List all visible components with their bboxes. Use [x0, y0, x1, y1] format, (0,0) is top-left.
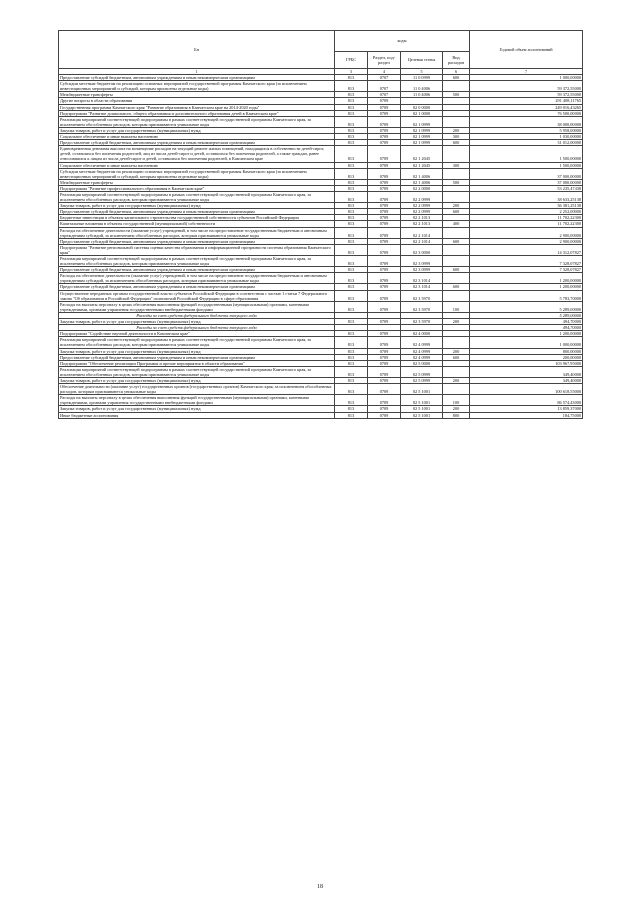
cell-name: Реализация мероприятий соответствующей подпрограммы в рамках соответствующей государственной программы Камчатского края, за исключением обособленных расходов, которым присваиваются уникальные коды	[59, 366, 335, 377]
cell-razdel: 0709	[368, 273, 401, 284]
cell-vr	[443, 256, 470, 267]
cell-vr	[443, 146, 470, 162]
cell-razdel: 0707	[368, 92, 401, 98]
cell-amount: 37 000,00000	[470, 168, 583, 179]
cell-grbs: 813	[335, 412, 368, 418]
header-index: 6	[443, 69, 470, 75]
cell-csr: 11 0 4006	[401, 92, 443, 98]
cell-amount: 291 408,11765	[470, 98, 583, 104]
cell-razdel: 0709	[368, 290, 401, 301]
cell-grbs: 813	[335, 244, 368, 255]
table-row	[59, 273, 583, 284]
cell-grbs: 813	[335, 203, 368, 209]
cell-razdel: 0709	[368, 215, 401, 221]
cell-vr: 400	[443, 221, 470, 227]
cell-amount: 5 958,00000	[470, 127, 583, 133]
cell-amount: 5 289,00000	[470, 301, 583, 312]
cell-grbs: 813	[335, 273, 368, 284]
cell-amount: 11 702,22300	[470, 221, 583, 227]
cell-name: Реализация мероприятий соответствующей подпрограммы в рамках соответствующей государственной программы Камчатского края, за исключением обособленных расходов, которым присваиваются уникальные коды	[59, 191, 335, 202]
cell-csr: 02 1 0999	[401, 116, 443, 127]
cell-csr: 02 5 1001	[401, 412, 443, 418]
cell-amount: 36 381,25138	[470, 203, 583, 209]
cell-name: Расходы на выплаты персоналу в целях обеспечения выполнения функций государственными (муниципальными) органами, казенными учреждениями, органами управления государственными внебюджетными фондами	[59, 301, 335, 312]
cell-amount: 37 000,00000	[470, 179, 583, 185]
cell-name: Закупка товаров, работ и услуг для государственных (муниципальных) нужд	[59, 377, 335, 383]
cell-razdel: 0709	[368, 331, 401, 337]
cell-amount: 494,70000	[470, 319, 583, 325]
cell-amount: 76 500,00000	[470, 110, 583, 116]
cell-grbs: 813	[335, 75, 368, 81]
cell-csr: 02 2 1013	[401, 221, 443, 227]
cell-grbs: 813	[335, 384, 368, 395]
cell-name: Реализация мероприятий соответствующей подпрограммы в рамках соответствующей государственной программы Камчатского края, за исключением обособленных расходов, которым присваиваются уникальные коды	[59, 337, 335, 348]
cell-csr: 02 2 0999	[401, 191, 443, 202]
cell-vr	[443, 244, 470, 255]
cell-razdel: 0709	[368, 366, 401, 377]
cell-vr: 100	[443, 301, 470, 312]
cell-csr: 02 3 5970	[401, 290, 443, 301]
header-index: 4	[368, 69, 401, 75]
cell-name: Реализация мероприятий соответствующей подпрограммы в рамках соответствующей государственной программы Камчатского края, за исключением обособленных расходов, которым присваиваются уникальные коды	[59, 256, 335, 267]
cell-amount: 184,75000	[470, 412, 583, 418]
budget-page	[58, 30, 582, 419]
cell-name: Предоставление субсидий бюджетным, автономным учреждениям и иным некоммерческим организациям	[59, 267, 335, 273]
table-row	[59, 301, 583, 312]
cell-amount: 249 016,43265	[470, 104, 583, 110]
cell-vr: 500	[443, 92, 470, 98]
cell-csr: 02 2 0000	[401, 185, 443, 191]
cell-vr: 600	[443, 140, 470, 146]
cell-name: Предоставление субсидий бюджетным, автономным учреждениям и иным некоммерческим организациям	[59, 238, 335, 244]
cell-razdel: 0709	[368, 284, 401, 290]
cell-vr	[443, 191, 470, 202]
cell-csr: 02 1 0999	[401, 140, 443, 146]
cell-name: Субсидии местным бюджетам на реализацию основных мероприятий государственной программы Камчатского края (за исключением инвестиционных мероприятий и субсидий, которым присвоены отдельные коды)	[59, 81, 335, 92]
cell-razdel: 0709	[368, 116, 401, 127]
cell-razdel: 0709	[368, 244, 401, 255]
cell-csr: 02 2 1014	[401, 227, 443, 238]
cell-csr: 02 3 5970	[401, 301, 443, 312]
cell-csr: 02 5 0000	[401, 360, 443, 366]
cell-amount: 1 500,00000	[470, 146, 583, 162]
table-row	[59, 146, 583, 162]
cell-amount: 7 328,07827	[470, 267, 583, 273]
cell-name: Социальное обеспечение и иные выплаты населению	[59, 134, 335, 140]
cell-grbs: 813	[335, 267, 368, 273]
cell-razdel: 0709	[368, 221, 401, 227]
cell-grbs: 813	[335, 98, 368, 104]
cell-name: Реализация мероприятий соответствующей подпрограммы в рамках соответствующей государственной программы Камчатского края, за исключением обособленных расходов, которым присваиваются уникальные коды	[59, 116, 335, 127]
cell-razdel: 0709	[368, 360, 401, 366]
cell-razdel: 0709	[368, 412, 401, 418]
cell-amount: 38 000,00000	[470, 116, 583, 127]
cell-name: Субсидии местным бюджетам на реализацию основных мероприятий государственной программы Камчатского края (за исключением инвестиционных мероприятий и субсидий, которым присвоены отдельные коды)	[59, 168, 335, 179]
cell-razdel: 0709	[368, 110, 401, 116]
cell-csr: 02 5 1001	[401, 395, 443, 406]
cell-razdel: 0709	[368, 337, 401, 348]
cell-csr: 02 1 4006	[401, 168, 443, 179]
cell-name: Закупка товаров, работ и услуг для государственных (муниципальных) нужд	[59, 319, 335, 325]
cell-amount: 103 967,95000	[470, 360, 583, 366]
cell-amount: 2 900,00000	[470, 238, 583, 244]
table-row	[59, 256, 583, 267]
header-index: 7	[470, 69, 583, 75]
cell-amount: 800,00000	[470, 348, 583, 354]
cell-razdel: 0709	[368, 354, 401, 360]
cell-csr: 02 2 0999	[401, 209, 443, 215]
cell-amount: 5 289,00000	[470, 312, 583, 318]
cell-grbs: 813	[335, 116, 368, 127]
cell-razdel: 0709	[368, 395, 401, 406]
cell-grbs: 813	[335, 319, 368, 325]
cell-razdel: 0709	[368, 146, 401, 162]
cell-csr: 02 4 0999	[401, 348, 443, 354]
cell-grbs: 813	[335, 221, 368, 227]
cell-razdel: 0709	[368, 301, 401, 312]
cell-name: Бюджетные инвестиции в объекты капитального строительства государственной собственности субъектов Российской Федерации	[59, 215, 335, 221]
cell-razdel: 0709	[368, 348, 401, 354]
cell-amount: 14 312,07827	[470, 244, 583, 255]
cell-amount: 1 200,00000	[470, 284, 583, 290]
cell-vr	[443, 168, 470, 179]
cell-razdel: 0709	[368, 140, 401, 146]
cell-csr: 02 2 1013	[401, 215, 443, 221]
cell-amount: 1 000,00000	[470, 75, 583, 81]
cell-csr: 02 1 0000	[401, 110, 443, 116]
cell-amount: 11 702,22300	[470, 215, 583, 221]
cell-name: Расходы на обеспечение деятельности (оказание услуг) учреждений, в том числе на предоставление государственным бюджетным и автономным учреждениям субсидий, за исключением обособленных расходов, которым присваиваются уникальные коды	[59, 273, 335, 284]
cell-grbs: 813	[335, 395, 368, 406]
cell-grbs: 813	[335, 348, 368, 354]
cell-name: Подпрограмма "Содействие научной деятельности в Камчатском крае"	[59, 331, 335, 337]
cell-amount: 7 328,07827	[470, 256, 583, 267]
header-row-top	[59, 31, 583, 52]
cell-name: Расходы за счет средств федерального бюджета текущего года	[59, 325, 335, 331]
budget-table	[58, 30, 583, 419]
cell-amount: 1 500,00000	[470, 162, 583, 168]
cell-csr: 02 4 0000	[401, 331, 443, 337]
cell-vr	[443, 227, 470, 238]
cell-name: Закупка товаров, работ и услуг для государственных (муниципальных) нужд	[59, 203, 335, 209]
cell-razdel: 0709	[368, 98, 401, 104]
header-razdel: Раздел, под-раздел	[368, 52, 401, 69]
cell-csr: 02 3 0999	[401, 267, 443, 273]
cell-name: Капитальные вложения в объекты государственной (муниципальной) собственности	[59, 221, 335, 227]
cell-name: Подпрограмма "Развитие профессионального образования в Камчатском крае"	[59, 185, 335, 191]
cell-vr: 300	[443, 162, 470, 168]
table-row	[59, 191, 583, 202]
cell-grbs: 813	[335, 284, 368, 290]
cell-csr: 02 5 1001	[401, 406, 443, 412]
cell-vr: 200	[443, 319, 470, 325]
cell-name: Осуществление переданных органам государственной власти субъектов Российской Федерации в соответствии с частью 1 статьи 7 Федерального закона "Об образовании в Российской Федерации" полномочий Российской Федерации в сфере образования	[59, 290, 335, 301]
cell-vr: 200	[443, 348, 470, 354]
cell-csr: 02 1 2045	[401, 162, 443, 168]
table-row	[59, 81, 583, 92]
cell-vr: 300	[443, 134, 470, 140]
cell-name: Закупка товаров, работ и услуг для государственных (муниципальных) нужд	[59, 406, 335, 412]
cell-vr: 600	[443, 267, 470, 273]
page-number: 18	[317, 884, 323, 890]
cell-amount: 1 030,00000	[470, 134, 583, 140]
cell-razdel: 0709	[368, 238, 401, 244]
cell-razdel: 0709	[368, 203, 401, 209]
cell-grbs: 813	[335, 110, 368, 116]
cell-grbs: 813	[335, 81, 368, 92]
cell-vr	[443, 384, 470, 395]
cell-name: Межбюджетные трансферты	[59, 92, 335, 98]
cell-amount: 53 235,47438	[470, 185, 583, 191]
header-index: 3	[335, 69, 368, 75]
cell-razdel: 0709	[368, 319, 401, 325]
cell-vr: 200	[443, 406, 470, 412]
header-index: 1	[59, 69, 335, 75]
cell-razdel: 0709	[368, 168, 401, 179]
cell-csr: 02 3 0000	[401, 244, 443, 255]
cell-vr: 600	[443, 209, 470, 215]
cell-csr: 11 0 0999	[401, 75, 443, 81]
cell-amount: 200,00000	[470, 354, 583, 360]
cell-razdel: 0709	[368, 384, 401, 395]
table-row	[59, 116, 583, 127]
cell-name: Закупка товаров, работ и услуг для государственных (муниципальных) нужд	[59, 127, 335, 133]
cell-vr	[443, 290, 470, 301]
cell-vr	[443, 116, 470, 127]
cell-grbs: 813	[335, 140, 368, 146]
cell-vr: 200	[443, 127, 470, 133]
cell-razdel: 0707	[368, 75, 401, 81]
cell-vr: 100	[443, 395, 470, 406]
cell-grbs: 813	[335, 134, 368, 140]
cell-grbs: 813	[335, 185, 368, 191]
cell-amount: 349,40000	[470, 377, 583, 383]
table-row	[59, 227, 583, 238]
cell-grbs: 813	[335, 301, 368, 312]
header-amount: Годовой объем ассигнований	[470, 31, 583, 69]
cell-csr: 02 1 0999	[401, 134, 443, 140]
cell-csr: 02 5 0999	[401, 377, 443, 383]
header-grbs: ГРБС	[335, 52, 368, 69]
cell-grbs: 813	[335, 290, 368, 301]
cell-amount: 2 900,00000	[470, 227, 583, 238]
cell-grbs: 813	[335, 179, 368, 185]
cell-grbs: 813	[335, 406, 368, 412]
cell-csr: 02 1 4006	[401, 179, 443, 185]
cell-razdel: 0709	[368, 267, 401, 273]
cell-grbs: 813	[335, 209, 368, 215]
cell-name: Предоставление субсидий бюджетным, автономным учреждениям и иным некоммерческим организациям	[59, 354, 335, 360]
cell-vr: 600	[443, 75, 470, 81]
cell-razdel: 0709	[368, 162, 401, 168]
cell-razdel: 0709	[368, 256, 401, 267]
cell-csr: 02 3 1014	[401, 284, 443, 290]
cell-name: Подпрограмма "Развитие региональной системы оценки качества образования и информационной прозрачности системы образования Камчатского края"	[59, 244, 335, 255]
cell-name: Подпрограмма "Обеспечение реализации Программы и прочие мероприятия в области образования"	[59, 360, 335, 366]
cell-name: Предоставление субсидий бюджетным, автономным учреждениям и иным некоммерческим организациям	[59, 209, 335, 215]
cell-grbs: 813	[335, 366, 368, 377]
cell-razdel: 0709	[368, 134, 401, 140]
cell-name: Расходы за счет средств федерального бюджета текущего года	[59, 312, 335, 318]
cell-grbs: 813	[335, 127, 368, 133]
cell-amount: 100 618,55000	[470, 384, 583, 395]
cell-name: Предоставление субсидий бюджетным, автономным учреждениям и иным некоммерческим организациям	[59, 75, 335, 81]
cell-name: Межбюджетные трансферты	[59, 179, 335, 185]
cell-csr: 02 0 0000	[401, 104, 443, 110]
cell-razdel: 0709	[368, 191, 401, 202]
cell-csr: 02 3 0999	[401, 256, 443, 267]
table-row	[59, 337, 583, 348]
cell-vr: 200	[443, 377, 470, 383]
cell-amount: 5 783,70000	[470, 290, 583, 301]
cell-name: Закупка товаров, работ и услуг для государственных (муниципальных) нужд	[59, 348, 335, 354]
table-row	[59, 244, 583, 255]
cell-amount: 1 000,00000	[470, 337, 583, 348]
cell-grbs: 813	[335, 256, 368, 267]
header-index: 5	[401, 69, 443, 75]
cell-amount: 59 372,55000	[470, 92, 583, 98]
cell-grbs: 813	[335, 162, 368, 168]
cell-grbs: 813	[335, 360, 368, 366]
cell-name: Другие вопросы в области образования	[59, 98, 335, 104]
table-row	[59, 395, 583, 406]
cell-name: Социальное обеспечение и иные выплаты населению	[59, 162, 335, 168]
cell-csr: 02 2 1014	[401, 238, 443, 244]
cell-grbs: 813	[335, 104, 368, 110]
cell-name: Обеспечение деятельности (оказание услуг) государственных органов (государственных органов) Камчатского края, за исключением обособленных расходов, которым присваиваются уникальные коды	[59, 384, 335, 395]
header-codes: коды	[335, 31, 470, 52]
cell-grbs: 813	[335, 337, 368, 348]
cell-grbs: 813	[335, 146, 368, 162]
cell-amount: 1 200,00000	[470, 331, 583, 337]
cell-amount: 13 859,37000	[470, 406, 583, 412]
cell-amount: 31 012,00000	[470, 140, 583, 146]
cell-vr	[443, 81, 470, 92]
cell-csr: 02 4 0999	[401, 354, 443, 360]
cell-razdel: 0709	[368, 179, 401, 185]
cell-name: Государственная программа Камчатского края "Развитие образования в Камчатском крае на 2014-2020 годы"	[59, 104, 335, 110]
cell-razdel: 0709	[368, 406, 401, 412]
cell-grbs: 813	[335, 238, 368, 244]
cell-csr: 02 5 1001	[401, 384, 443, 395]
cell-razdel: 0709	[368, 377, 401, 383]
cell-grbs: 813	[335, 92, 368, 98]
cell-grbs: 813	[335, 227, 368, 238]
cell-csr: 02 3 5970	[401, 319, 443, 325]
cell-razdel: 0707	[368, 81, 401, 92]
cell-csr: 02 5 0999	[401, 366, 443, 377]
cell-vr: 600	[443, 238, 470, 244]
cell-razdel: 0709	[368, 127, 401, 133]
cell-csr: 11 0 4006	[401, 81, 443, 92]
cell-name: Расходы на выплаты персоналу в целях обеспечения выполнения функций государственными (муниципальными) органами, казенными учреждениями, органами управления государственными внебюджетными фондами	[59, 395, 335, 406]
cell-grbs: 813	[335, 191, 368, 202]
cell-vr	[443, 366, 470, 377]
cell-name: Подпрограмма "Развитие дошкольного, общего образования и дополнительного образования детей в Камчатском крае"	[59, 110, 335, 116]
cell-name: Расходы на обеспечение деятельности (оказание услуг) учреждений, в том числе на предоставление государственным бюджетным и автономным учреждениям субсидий, за исключением обособленных расходов, которым присваиваются уникальные коды	[59, 227, 335, 238]
header-name: Бн	[59, 31, 335, 69]
table-row	[59, 366, 583, 377]
cell-razdel: 0709	[368, 104, 401, 110]
cell-grbs: 813	[335, 354, 368, 360]
cell-amount: 2 252,00000	[470, 209, 583, 215]
table-row	[59, 290, 583, 301]
table-row	[59, 412, 583, 418]
cell-name: Единовременная денежная выплата на возмещение расходов на текущий ремонт жилых помещений, находящихся в собственности детей-сирот, детей, оставшихся без попечения родителей, лиц из числа детей-сирот и детей, оставшихся без попечения родителей, а также граждан, ранее относившихся к лицам из числа детей-сирот и детей, оставшихся без попечения родителей, в Камчатском крае	[59, 146, 335, 162]
cell-amount: 494,70000	[470, 325, 583, 331]
cell-name: Предоставление субсидий бюджетным, автономным учреждениям и иным некоммерческим организациям	[59, 284, 335, 290]
cell-grbs: 813	[335, 331, 368, 337]
cell-vr: 800	[443, 412, 470, 418]
cell-csr: 02 4 0999	[401, 337, 443, 348]
cell-amount: 1 200,00000	[470, 273, 583, 284]
cell-vr: 600	[443, 284, 470, 290]
cell-amount: 349,40000	[470, 366, 583, 377]
cell-razdel: 0709	[368, 209, 401, 215]
cell-name: Иные бюджетные ассигнования	[59, 412, 335, 418]
cell-vr	[443, 337, 470, 348]
cell-grbs: 813	[335, 377, 368, 383]
table-row	[59, 384, 583, 395]
cell-vr: 500	[443, 179, 470, 185]
cell-razdel: 0709	[368, 185, 401, 191]
cell-csr: 02 3 1014	[401, 273, 443, 284]
cell-amount: 59 372,55000	[470, 81, 583, 92]
cell-amount: 86 574,43000	[470, 395, 583, 406]
cell-name: Предоставление субсидий бюджетным, автономным учреждениям и иным некоммерческим организациям	[59, 140, 335, 146]
cell-csr: 02 2 0999	[401, 203, 443, 209]
cell-vr: 200	[443, 203, 470, 209]
cell-csr: 02 1 2045	[401, 146, 443, 162]
table-row	[59, 168, 583, 179]
cell-vr	[443, 273, 470, 284]
cell-csr: 02 1 0999	[401, 127, 443, 133]
header-csr: Целевая статья	[401, 52, 443, 69]
cell-razdel: 0709	[368, 227, 401, 238]
header-vr: Вид расходов	[443, 52, 470, 69]
cell-vr: 600	[443, 354, 470, 360]
cell-grbs: 813	[335, 168, 368, 179]
cell-grbs: 813	[335, 215, 368, 221]
table-body	[59, 75, 583, 419]
cell-amount: 38 633,25138	[470, 191, 583, 202]
